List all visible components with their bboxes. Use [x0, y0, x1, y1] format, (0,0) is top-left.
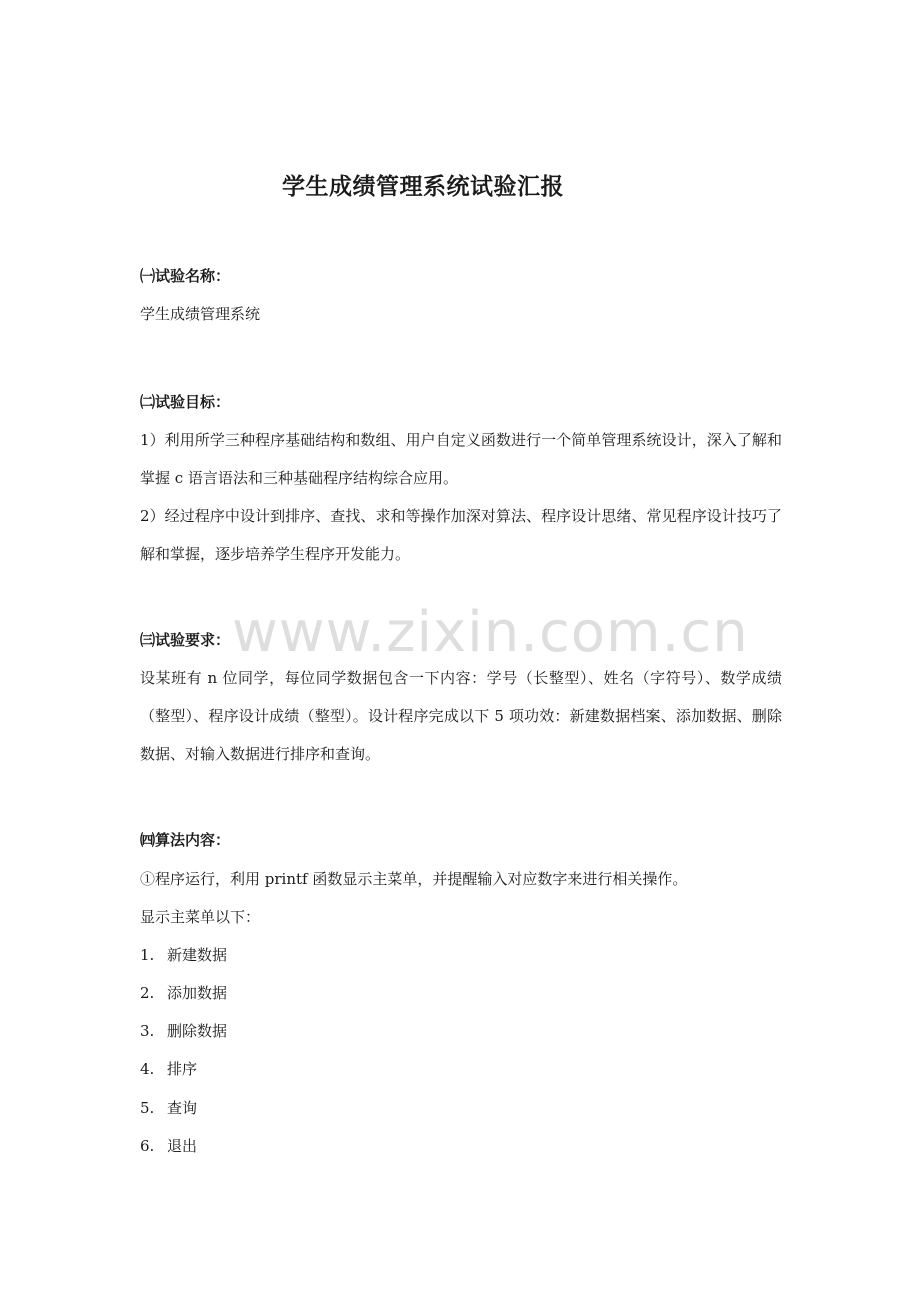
menu-item-number: 5. [140, 1099, 155, 1117]
menu-list-item [140, 1097, 197, 1118]
menu-item-label: 新建数据 [167, 946, 228, 964]
document-title: 学生成绩管理系统试验汇报 [282, 174, 564, 200]
menu-item-number: 4. [140, 1060, 155, 1078]
menu-list-item [140, 944, 227, 965]
section-heading-requirements: ㈢试验要求： [140, 631, 231, 649]
menu-item-label: 添加数据 [167, 984, 228, 1002]
section-heading-goals: ㈡试验目标： [140, 393, 231, 411]
menu-item-number: 3. [140, 1022, 155, 1040]
algorithm-paragraph: ①程序运行，利用 printf 函数显示主菜单，并提醒输入对应数字来进行相关操作。 [140, 870, 688, 888]
goal-paragraph-2: 2）经过程序中设计到排序、查找、求和等操作加深对算法、程序设计思绪、常见程序设计技巧了解和掌握，逐步培养学生程序开发能力。 [140, 507, 782, 563]
watermark-text: www.zixin.com.cn [232, 600, 749, 665]
menu-item-label: 删除数据 [167, 1022, 228, 1040]
section-heading-algorithm: ㈣算法内容： [140, 831, 231, 849]
menu-item-number: 2. [140, 984, 155, 1002]
menu-list-item [140, 982, 227, 1003]
menu-list-item [140, 1135, 197, 1156]
menu-list-item [140, 1058, 197, 1079]
menu-intro-text: 显示主菜单以下： [140, 908, 261, 926]
requirements-paragraph: 设某班有 n 位同学，每位同学数据包含一下内容：学号（长整型）、姓名（字符号）、数学成绩（整型）、程序设计成绩（整型）。设计程序完成以下 5 项功效：新建数据档案、添加数据、删除数据、对输入数据进行排序和查询。 [140, 669, 782, 763]
menu-item-label: 退出 [167, 1137, 198, 1155]
menu-item-label: 排序 [167, 1060, 198, 1078]
menu-item-number: 6. [140, 1137, 155, 1155]
goal-paragraph-1: 1）利用所学三种程序基础结构和数组、用户自定义函数进行一个简单管理系统设计，深入了解和掌握 c 语言语法和三种基础程序结构综合应用。 [140, 431, 782, 487]
menu-list-item [140, 1020, 227, 1041]
menu-item-number: 1. [140, 946, 155, 964]
menu-item-label: 查询 [167, 1099, 198, 1117]
section-heading-name: ㈠试验名称： [140, 267, 231, 285]
experiment-name-text: 学生成绩管理系统 [140, 305, 261, 323]
